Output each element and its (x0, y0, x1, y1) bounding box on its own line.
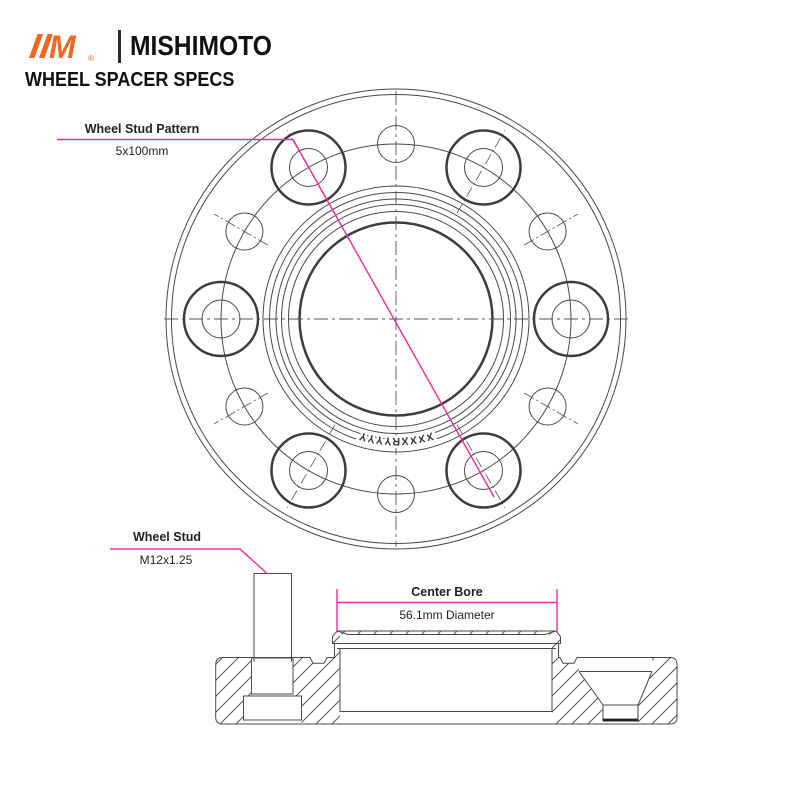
center-bore-label: Center Bore (411, 585, 483, 599)
stud-pattern-label: Wheel Stud Pattern (84, 122, 200, 136)
wheel-stud-value: M12x1.25 (139, 553, 193, 567)
stud-pattern-leader (57, 140, 494, 498)
wheel-stud (244, 574, 302, 721)
stud-shoulder (252, 658, 294, 694)
body-outline (216, 631, 677, 724)
centerlines (164, 91, 628, 547)
hole-bottom-edge (603, 719, 638, 722)
wheel-stud-label: Wheel Stud (132, 530, 202, 544)
brand-name: MISHIMOTO (129, 30, 272, 61)
stud-shaft (254, 574, 292, 662)
stud-head (244, 696, 302, 720)
hub-profile-lines (333, 631, 561, 712)
center-bore-value: 56.1mm Diameter (399, 608, 495, 622)
registered-mark: ® (88, 54, 94, 63)
page-subtitle: WHEEL SPACER SPECS (25, 69, 235, 91)
side-section-view (110, 530, 677, 724)
stud-pattern-value: 5x100mm (115, 144, 169, 158)
top-view (57, 89, 628, 549)
svg-text:M: M (49, 29, 76, 65)
engraving-text: XXXXRYYYY (357, 429, 435, 447)
section-hatching (216, 631, 677, 724)
